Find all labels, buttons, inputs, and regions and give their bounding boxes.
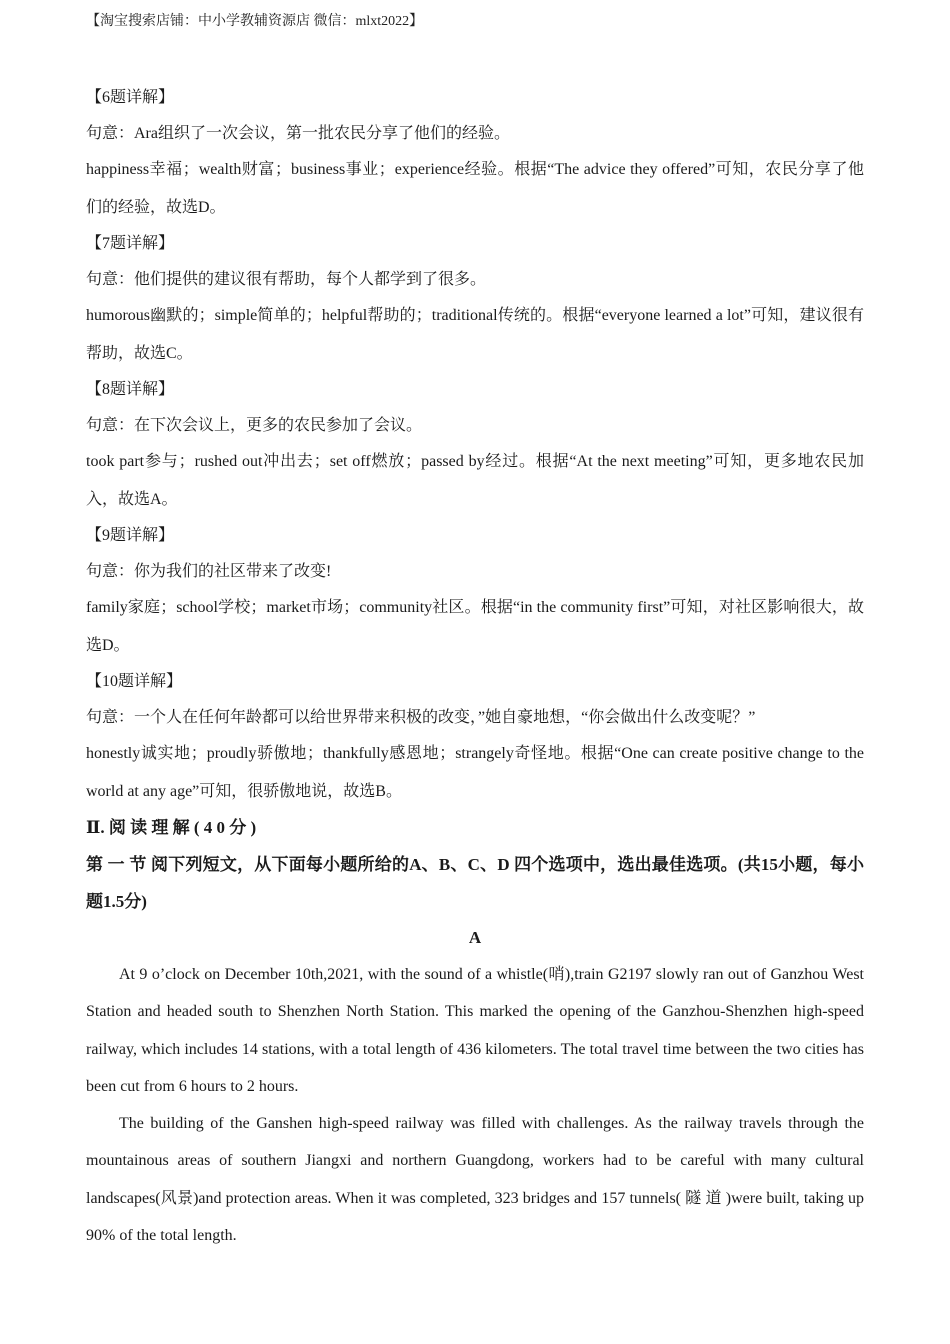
explanation-meaning: 句意：在下次会议上，更多的农民参加了会议。 bbox=[86, 416, 423, 434]
explanation-heading: 【6题详解】 bbox=[86, 89, 175, 106]
page-header-watermark: 【淘宝搜索店铺：中小学教辅资源店 微信：mlxt2022】 bbox=[86, 14, 424, 29]
explanation-analysis: family家庭；school学校；market市场；community社区。根据“in the community first”可知，对社区影响很大，故选D。 bbox=[86, 599, 864, 654]
document-body bbox=[86, 80, 864, 1254]
explanation-analysis: honestly诚实地；proudly骄傲地；thankfully感恩地；strangely奇怪地。根据“One can create positive change to the world at any age”可知，很骄傲地说，故选B。 bbox=[86, 745, 864, 800]
explanation-analysis: took part参与；rushed out冲出去；set off燃放；passed by经过。根据“At the next meeting”可知，更多地农民加入，故选A。 bbox=[86, 453, 864, 508]
explanation-9 bbox=[86, 518, 864, 664]
explanation-heading: 【10题详解】 bbox=[86, 673, 183, 690]
explanation-meaning: 句意：一个人在任何年龄都可以给世界带来积极的改变，”她自豪地想，“你会做出什么改变呢？” bbox=[86, 708, 756, 726]
explanation-6 bbox=[86, 80, 864, 226]
explanation-heading: 【7题详解】 bbox=[86, 235, 175, 252]
explanation-heading: 【8题详解】 bbox=[86, 381, 175, 398]
explanation-heading: 【9题详解】 bbox=[86, 527, 175, 544]
explanation-10 bbox=[86, 664, 864, 810]
explanation-meaning: 句意：他们提供的建议很有帮助，每个人都学到了很多。 bbox=[86, 270, 487, 288]
explanation-analysis: happiness幸福；wealth财富；business事业；experience经验。根据“The advice they offered”可知，农民分享了他们的经验，故选D。 bbox=[86, 161, 864, 216]
explanation-analysis: humorous幽默的；simple简单的；helpful帮助的；traditional传统的。根据“everyone learned a lot”可知，建议很有帮助，故选C。 bbox=[86, 307, 864, 362]
reading-passage bbox=[86, 956, 864, 1254]
explanation-meaning: 句意：Ara组织了一次会议，第一批农民分享了他们的经验。 bbox=[86, 124, 510, 142]
section-instruction: 第 一 节 阅下列短文，从下面每小题所给的A、B、C、D 四个选项中，选出最佳选项。(共15小题，每小题1.5分) bbox=[86, 855, 864, 911]
passage-paragraph: At 9 o’clock on December 10th,2021, with the sound of a whistle(哨),train G2197 slowly ran out of Ganzhou West Station and headed south to Shenzhen North Station. This marked the opening of the Ganzhou-Shenzhen high-speed railway, which includes 14 stations, with a total length of 436 kilometers. The total travel time between the two cities has been cut from 6 hours to 2 hours. bbox=[86, 966, 864, 1095]
explanation-7 bbox=[86, 226, 864, 372]
passage-label: A bbox=[468, 928, 482, 947]
passage-paragraph: The building of the Ganshen high-speed railway was filled with challenges. As the railway travels through the mountainous areas of southern Jiangxi and northern Guangdong, workers had to be careful with many cultural landscapes(风景)and protection areas. When it was completed, 323 bridges and 157 tunnels( 隧 道 )were built, taking up 90% of the total length. bbox=[86, 1115, 864, 1245]
section-title: Ⅱ. 阅 读 理 解 ( 4 0 分 ) bbox=[86, 818, 257, 837]
explanation-meaning: 句意：你为我们的社区带来了改变! bbox=[86, 562, 332, 580]
explanation-8 bbox=[86, 372, 864, 518]
